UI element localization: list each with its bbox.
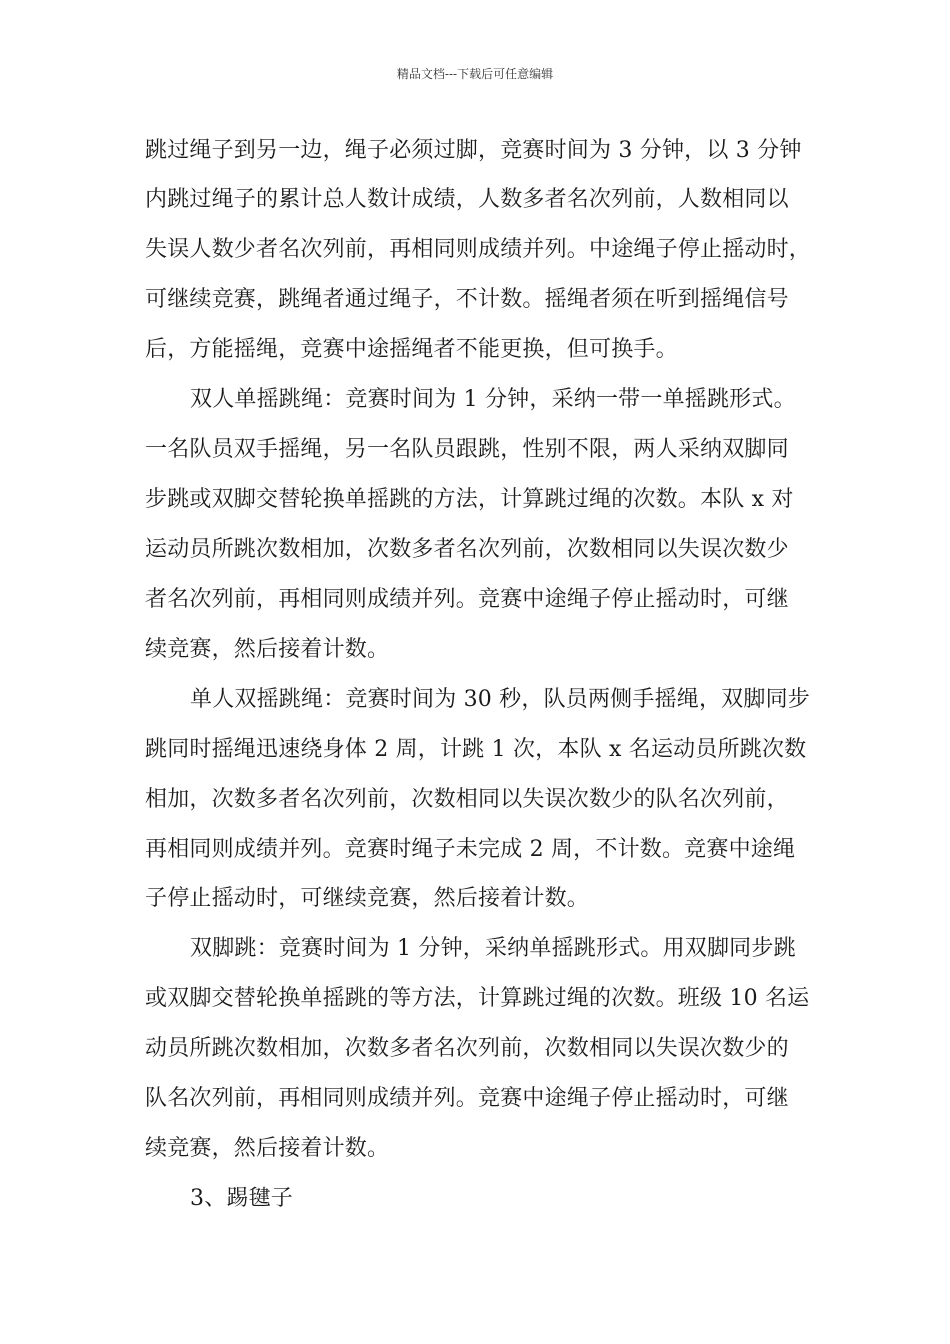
text-line: 或双脚交替轮换单摇跳的等方法，计算跳过绳的次数。班级 10 名运 (145, 986, 810, 1011)
text-line: 动员所跳次数相加，次数多者名次列前，次数相同以失误次数少的 (145, 1036, 789, 1061)
section-heading: 3、踢毽子 (190, 1186, 293, 1211)
paragraph-start-line: 双脚跳：竞赛时间为 1 分钟，采纳单摇跳形式。用双脚同步跳 (190, 936, 796, 961)
text-line: 再相同则成绩并列。竞赛时绳子未完成 2 周，不计数。竞赛中途绳 (145, 837, 796, 862)
text-line: 失误人数少者名次列前，再相同则成绩并列。中途绳子停止摇动时， (145, 237, 812, 262)
text-line: 步跳或双脚交替轮换单摇跳的方法，计算跳过绳的次数。本队 x 对 (145, 487, 794, 512)
text-line: 者名次列前，再相同则成绩并列。竞赛中途绳子停止摇动时，可继 (145, 587, 789, 612)
text-line: 相加，次数多者名次列前，次数相同以失误次数少的队名次列前， (145, 787, 789, 812)
text-line: 内跳过绳子的累计总人数计成绩，人数多者名次列前，人数相同以 (145, 187, 789, 212)
text-line: 可继续竞赛，跳绳者通过绳子，不计数。摇绳者须在听到摇绳信号 (145, 287, 789, 312)
text-line: 跳过绳子到另一边，绳子必须过脚，竞赛时间为 3 分钟，以 3 分钟 (145, 138, 802, 163)
text-line: 运动员所跳次数相加，次数多者名次列前，次数相同以失误次数少 (145, 537, 789, 562)
text-line: 后，方能摇绳，竞赛中途摇绳者不能更换，但可换手。 (145, 337, 678, 362)
text-line: 续竞赛，然后接着计数。 (145, 1136, 390, 1161)
text-line: 队名次列前，再相同则成绩并列。竞赛中途绳子停止摇动时，可继 (145, 1086, 789, 1111)
page-header: 精品文档---下载后可任意编辑 (396, 67, 554, 81)
paragraph-start-line: 双人单摇跳绳：竞赛时间为 1 分钟，采纳一带一单摇跳形式。 (190, 387, 796, 412)
text-line: 一名队员双手摇绳，另一名队员跟跳，性别不限，两人采纳双脚同 (145, 437, 789, 462)
text-line: 子停止摇动时，可继续竞赛，然后接着计数。 (145, 886, 590, 911)
paragraph-start-line: 单人双摇跳绳：竞赛时间为 30 秒，队员两侧手摇绳，双脚同步 (190, 687, 810, 712)
text-line: 跳同时摇绳迅速绕身体 2 周，计跳 1 次，本队 x 名运动员所跳次数 (145, 737, 807, 762)
text-line: 续竞赛，然后接着计数。 (145, 637, 390, 662)
